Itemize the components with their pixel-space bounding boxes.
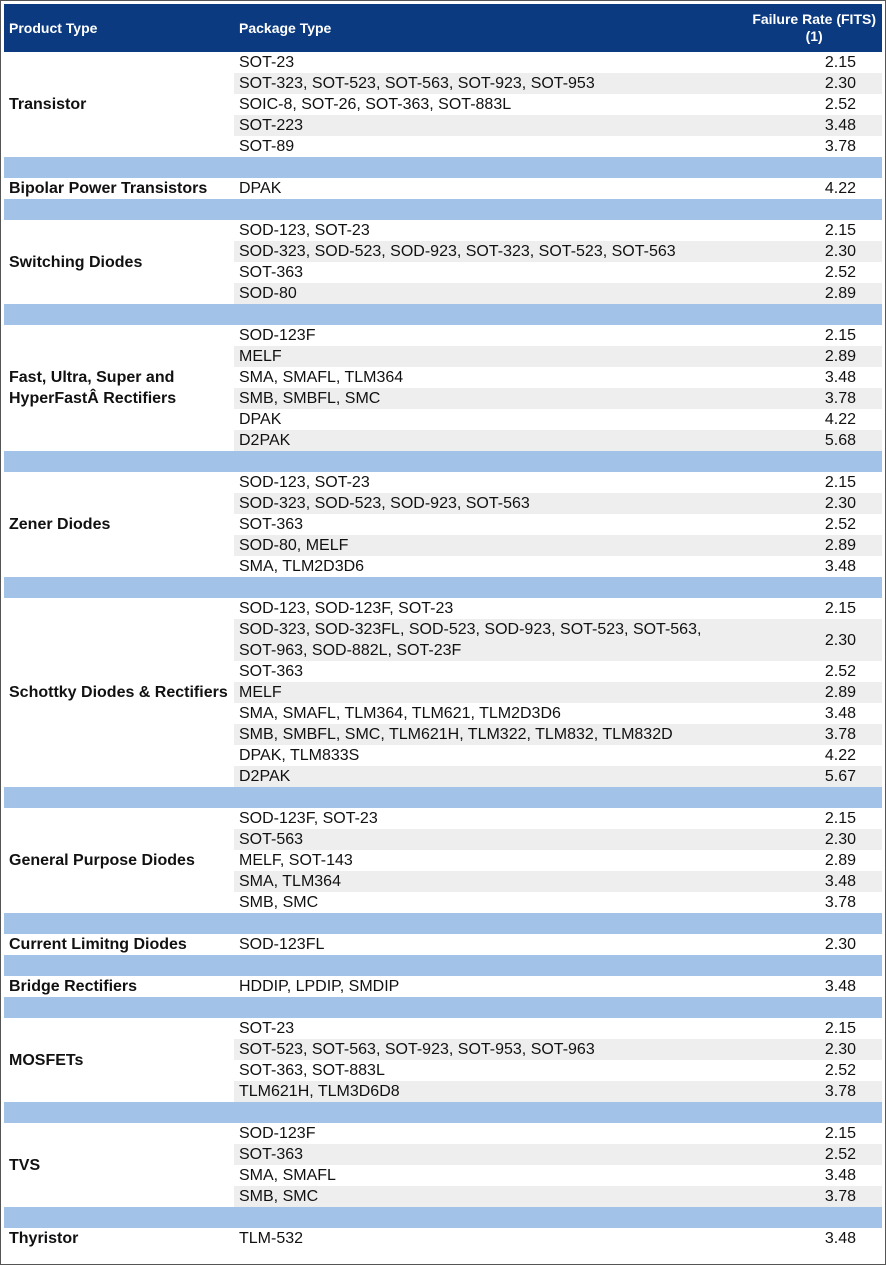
separator-band (4, 451, 882, 472)
product-type-cell: Schottky Diodes & Rectifiers (4, 598, 234, 787)
package-type-cell: TLM621H, TLM3D6D8 (234, 1081, 724, 1102)
group-separator (4, 199, 882, 220)
package-type-cell: SMB, SMC (239, 894, 319, 911)
header-package-type: Package Type (234, 4, 724, 52)
failure-rate-cell: 2.30 (724, 619, 882, 661)
failure-rate-cell: 2.52 (824, 1062, 856, 1079)
package-type-cell: SOD-123FL (239, 936, 325, 953)
header-failure-rate-label (752, 11, 876, 45)
product-type-cell: Transistor (4, 52, 234, 157)
table-row (4, 178, 882, 199)
separator-band (4, 955, 882, 976)
package-type-cell: SOD-323, SOD-523, SOD-923, SOT-563 (234, 493, 724, 514)
failure-rate-cell: 3.48 (824, 1230, 856, 1247)
product-type-cell: Thyristor (4, 1228, 234, 1249)
failure-rate-cell: 3.48 (824, 369, 856, 386)
table-row (4, 934, 882, 955)
failure-rate-cell: 2.52 (724, 1144, 882, 1165)
package-type-cell: SOD-123F (239, 327, 316, 344)
product-type-cell: Switching Diodes (4, 220, 234, 304)
failure-rate-cell: 2.52 (824, 516, 856, 533)
failure-rate-cell: 3.78 (724, 1186, 882, 1207)
failure-rate-cell: 3.48 (824, 558, 856, 575)
product-type-cell: Bridge Rectifiers (4, 976, 234, 997)
failure-rate-cell: 2.89 (724, 535, 882, 556)
package-type-cell: SOT-523, SOT-563, SOT-923, SOT-953, SOT-963 (234, 1039, 724, 1060)
group-separator (4, 577, 882, 598)
failure-rate-cell: 2.30 (724, 829, 882, 850)
package-type-cell: SMB, SMBFL, SMC (234, 388, 724, 409)
failure-rate-cell: 3.48 (824, 705, 856, 722)
group-separator (4, 913, 882, 934)
package-type-cell: SMB, SMC (234, 1186, 724, 1207)
header-row (4, 4, 882, 52)
separator-band (4, 577, 882, 598)
package-type-cell: MELF, SOT-143 (239, 852, 353, 869)
header-failure-rate (724, 4, 882, 52)
failure-rate-cell: 5.68 (724, 430, 882, 451)
package-type-cell: SOT-363, SOT-883L (239, 1062, 385, 1079)
failure-rate-cell: 3.78 (724, 724, 882, 745)
failure-rate-cell: 3.48 (724, 115, 882, 136)
product-type-cell: Zener Diodes (4, 472, 234, 577)
group-separator (4, 451, 882, 472)
product-type-cell: Current Limitng Diodes (4, 934, 234, 955)
failure-rate-cell: 2.15 (824, 54, 856, 71)
product-type-cell: Bipolar Power Transistors (4, 178, 234, 199)
failure-rate-cell: 2.89 (724, 682, 882, 703)
package-type-cell: DPAK (239, 411, 282, 428)
product-type-cell: General Purpose Diodes (4, 808, 234, 913)
package-type-cell: SOT-363 (239, 516, 304, 533)
group-separator (4, 997, 882, 1018)
product-type-cell: MOSFETs (4, 1018, 234, 1102)
table-row (4, 1123, 882, 1144)
failure-rate-cell: 2.52 (824, 264, 856, 281)
table-row (4, 472, 882, 493)
package-type-cell: D2PAK (234, 430, 724, 451)
failure-rate-cell: 2.30 (724, 1039, 882, 1060)
failure-rate-cell: 2.15 (824, 600, 856, 617)
package-type-cell: MELF (234, 682, 724, 703)
group-separator (4, 787, 882, 808)
package-type-cell: SOIC-8, SOT-26, SOT-363, SOT-883L (239, 96, 512, 113)
failure-rate-cell: 3.78 (724, 1081, 882, 1102)
failure-rate-cell: 2.30 (724, 493, 882, 514)
package-type-cell: SOT-563 (234, 829, 724, 850)
package-type-cell: TLM-532 (239, 1230, 304, 1247)
failure-rate-cell: 2.89 (724, 346, 882, 367)
failure-rate-cell: 3.78 (824, 894, 856, 911)
failure-rate-cell: 3.48 (724, 871, 882, 892)
package-type-cell: MELF (234, 346, 724, 367)
package-type-cell: SOD-323, SOD-323FL, SOD-523, SOD-923, SOT-523, SOT-563, SOT-963, SOD-882L, SOT-23F (234, 619, 724, 661)
package-type-cell: SOT-89 (239, 138, 295, 155)
package-type-cell: SOD-123F (239, 1125, 316, 1142)
package-type-cell: SMB, SMBFL, SMC, TLM621H, TLM322, TLM832, TLM832D (234, 724, 724, 745)
package-type-cell: SOT-363 (239, 264, 304, 281)
failure-rate-cell: 2.30 (724, 73, 882, 94)
failure-rate-cell: 2.89 (824, 852, 856, 869)
package-type-cell: SOD-123, SOT-23 (239, 474, 370, 491)
failure-rate-cell: 2.15 (824, 810, 856, 827)
table-body (4, 52, 882, 1249)
package-type-cell: SMA, SMAFL, TLM364, TLM621, TLM2D3D6 (239, 705, 561, 722)
failure-rate-cell: 4.22 (824, 180, 856, 197)
table-row (4, 1228, 882, 1249)
failure-rate-cell: 2.52 (824, 96, 856, 113)
separator-band (4, 304, 882, 325)
package-type-cell: DPAK (239, 180, 282, 197)
failure-rate-cell: 2.15 (824, 222, 856, 239)
failure-rate-cell: 2.15 (824, 474, 856, 491)
group-separator (4, 304, 882, 325)
failure-rate-cell: 2.52 (824, 663, 856, 680)
failure-rate-cell: 2.15 (824, 1020, 856, 1037)
package-type-cell: SOT-23 (239, 54, 295, 71)
package-type-cell: SMA, TLM364 (234, 871, 724, 892)
separator-band (4, 157, 882, 178)
failure-rate-cell: 3.78 (724, 388, 882, 409)
failure-rate-cell: 3.78 (824, 138, 856, 155)
failure-rate-cell: 2.89 (724, 283, 882, 304)
product-type-cell: Fast, Ultra, Super and HyperFastÂ Rectifiers (4, 325, 234, 451)
separator-band (4, 997, 882, 1018)
group-separator (4, 1102, 882, 1123)
failure-rate-cell: 3.48 (824, 1167, 856, 1184)
table-row (4, 598, 882, 619)
package-type-cell: SOT-323, SOT-523, SOT-563, SOT-923, SOT-953 (234, 73, 724, 94)
separator-band (4, 1102, 882, 1123)
failure-rate-cell: 2.30 (824, 936, 856, 953)
package-type-cell: SOT-223 (234, 115, 724, 136)
package-type-cell: SMA, TLM2D3D6 (239, 558, 365, 575)
group-separator (4, 955, 882, 976)
package-type-cell: SMA, SMAFL, TLM364 (239, 369, 404, 386)
table-row (4, 325, 882, 346)
table-row (4, 976, 882, 997)
separator-band (4, 787, 882, 808)
package-type-cell: HDDIP, LPDIP, SMDIP (239, 978, 400, 995)
table-row (4, 1018, 882, 1039)
failure-rate-cell: 2.15 (824, 327, 856, 344)
header-failure-rate-line1: Failure Rate (FITS) (752, 11, 876, 27)
package-type-cell: SOT-23 (239, 1020, 295, 1037)
package-type-cell: SOD-123, SOT-23 (239, 222, 370, 239)
table-row (4, 808, 882, 829)
separator-band (4, 199, 882, 220)
table-row (4, 52, 882, 73)
package-type-cell: SOD-323, SOD-523, SOD-923, SOT-323, SOT-523, SOT-563 (234, 241, 724, 262)
package-type-cell: SOT-363 (234, 1144, 724, 1165)
separator-band (4, 1207, 882, 1228)
table-row (4, 220, 882, 241)
group-separator (4, 157, 882, 178)
package-type-cell: DPAK, TLM833S (239, 747, 360, 764)
package-type-cell: SOD-80 (234, 283, 724, 304)
product-type-cell: TVS (4, 1123, 234, 1207)
header-failure-rate-line2: (1) (805, 28, 823, 44)
table-header (4, 4, 882, 52)
failure-rate-cell: 5.67 (724, 766, 882, 787)
failure-rate-table (4, 4, 882, 1249)
failure-rate-cell: 3.48 (824, 978, 856, 995)
failure-rate-cell: 2.30 (724, 241, 882, 262)
package-type-cell: SMA, SMAFL (239, 1167, 336, 1184)
package-type-cell: D2PAK (234, 766, 724, 787)
group-separator (4, 1207, 882, 1228)
package-type-cell: SOD-123, SOD-123F, SOT-23 (239, 600, 454, 617)
package-type-cell: SOD-80, MELF (234, 535, 724, 556)
failure-rate-cell: 4.22 (824, 747, 856, 764)
package-type-cell: SOD-123F, SOT-23 (239, 810, 378, 827)
header-product-type: Product Type (4, 4, 234, 52)
separator-band (4, 913, 882, 934)
failure-rate-cell: 2.15 (824, 1125, 856, 1142)
failure-rate-cell: 4.22 (824, 411, 856, 428)
package-type-cell: SOT-363 (239, 663, 304, 680)
